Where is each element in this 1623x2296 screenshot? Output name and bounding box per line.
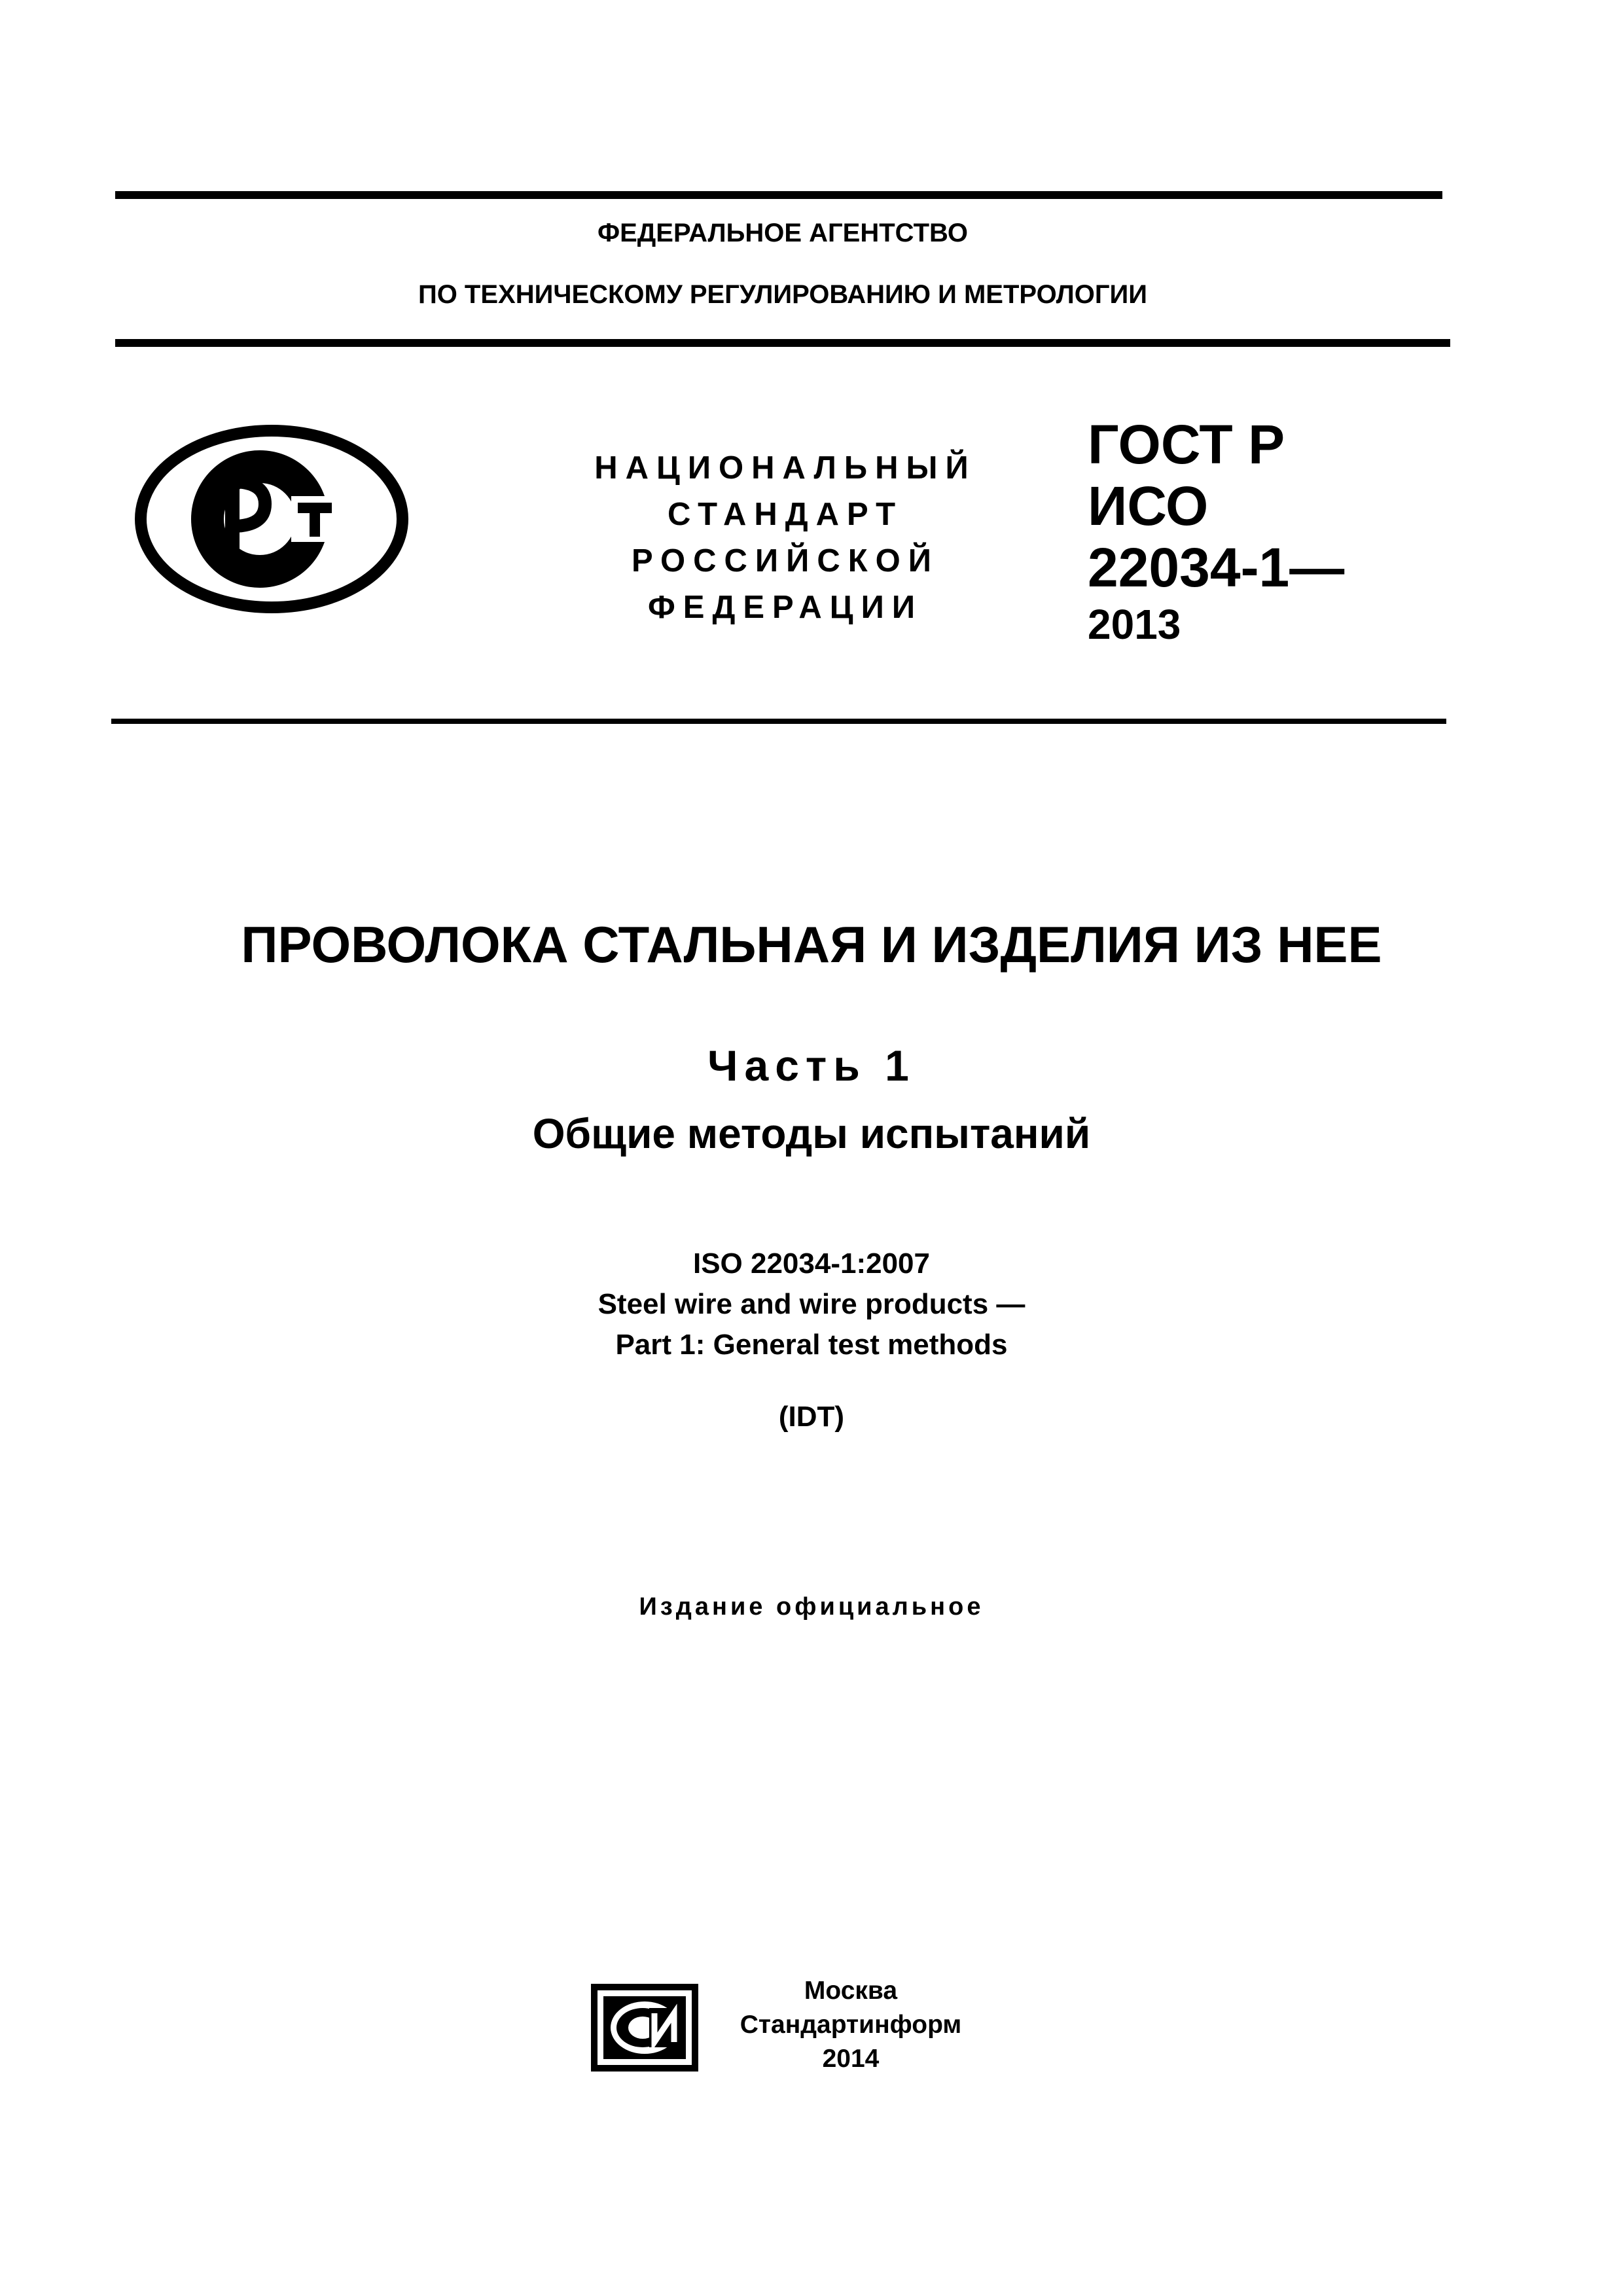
national-standard-line: ФЕДЕРАЦИИ	[647, 590, 923, 625]
publisher-name: Стандартинформ	[740, 2011, 962, 2039]
national-standard-line: РОССИЙСКОЙ	[632, 543, 939, 579]
gost-r-logo-icon	[134, 424, 409, 614]
standartinform-logo-icon	[589, 1982, 700, 2073]
publication-year: 2014	[822, 2045, 880, 2073]
document-title: ПРОВОЛОКА СТАЛЬНАЯ И ИЗДЕЛИЯ ИЗ НЕЕ	[241, 916, 1382, 973]
national-standard-line: НАЦИОНАЛЬНЫЙ	[594, 450, 976, 486]
publisher-block	[720, 1974, 982, 2076]
agency-name-line1: ФЕДЕРАЛЬНОЕ АГЕНТСТВО	[597, 219, 969, 247]
designation-line: ИСО	[1088, 475, 1209, 537]
designation-year: 2013	[1088, 601, 1181, 648]
part-title: Общие методы испытаний	[532, 1110, 1091, 1157]
header-rule	[115, 339, 1450, 347]
top-rule	[115, 191, 1442, 199]
national-standard-label	[537, 445, 1034, 631]
equivalence-degree: (IDT)	[778, 1401, 845, 1433]
national-standard-line: СТАНДАРТ	[667, 497, 904, 532]
iso-reference	[0, 1244, 1623, 1365]
designation-rule	[111, 719, 1446, 724]
designation-line: 22034-1—	[1088, 537, 1345, 598]
iso-number: ISO 22034-1:2007	[692, 1247, 931, 1280]
iso-title-line2: Part 1: General test methods	[615, 1329, 1008, 1361]
iso-title-line1: Steel wire and wire products —	[597, 1288, 1026, 1320]
edition-label: Издание официальное	[639, 1593, 984, 1621]
part-number: Часть 1	[707, 1041, 916, 1090]
agency-name-line2: ПО ТЕХНИЧЕСКОМУ РЕГУЛИРОВАНИЮ И МЕТРОЛОГИИ	[418, 280, 1148, 309]
designation-line: ГОСТ Р	[1088, 414, 1285, 475]
standard-designation	[1088, 414, 1344, 651]
publisher-city: Москва	[804, 1977, 898, 2005]
